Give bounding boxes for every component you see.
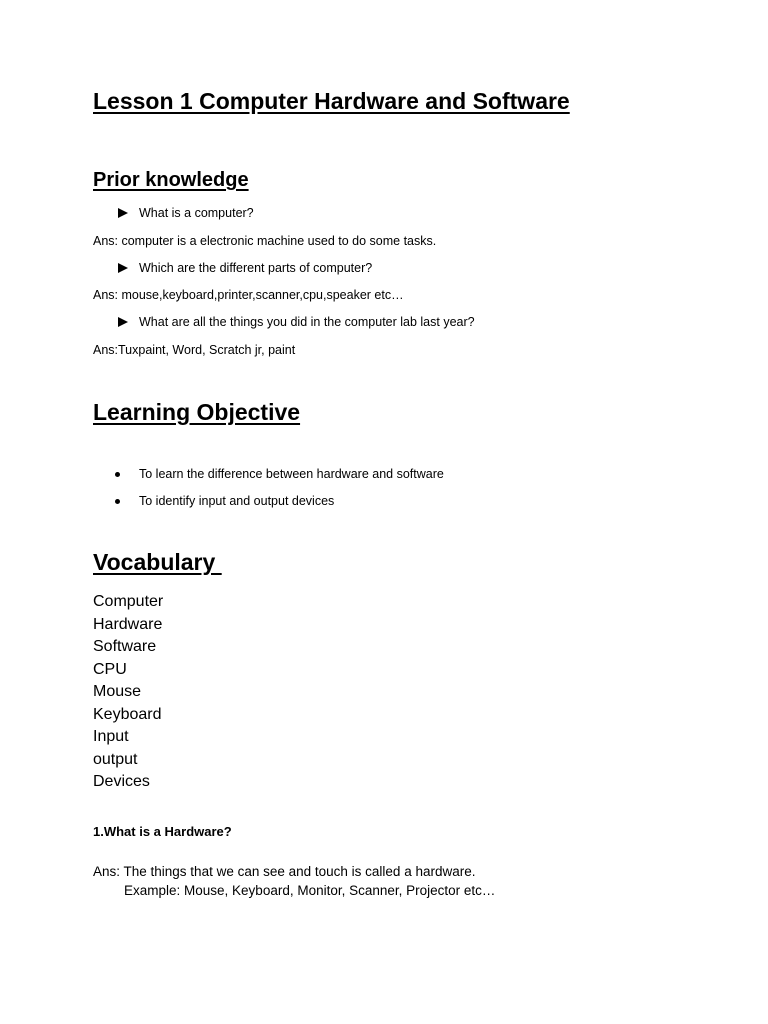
vocabulary-heading: Vocabulary	[93, 549, 222, 575]
prior-question-2	[118, 261, 372, 275]
vocab-word: Computer	[93, 593, 164, 610]
vocab-word: Input	[93, 728, 129, 745]
bullet-dot-icon	[115, 472, 120, 477]
vocab-word: Devices	[93, 773, 150, 790]
vocab-word: Mouse	[93, 683, 142, 700]
learning-objective-heading: Learning Objective	[93, 399, 301, 425]
hardware-answer: Ans: The things that we can see and touch is called a hardware.	[93, 864, 476, 879]
vocab-word: Software	[93, 638, 157, 655]
arrow-bullet-icon	[118, 208, 128, 218]
arrow-bullet-icon	[118, 317, 128, 327]
prior-answer-2: Ans: mouse,keyboard,printer,scanner,cpu,speaker etc…	[93, 288, 404, 302]
question-text: What is a computer?	[139, 206, 254, 220]
hardware-question: 1.What is a Hardware?	[93, 824, 232, 839]
objective-item-2	[115, 494, 334, 508]
prior-question-3	[118, 315, 475, 329]
lesson-title: Lesson 1 Computer Hardware and Software	[93, 88, 570, 114]
prior-answer-1: Ans: computer is a electronic machine used to do some tasks.	[93, 234, 437, 248]
arrow-bullet-icon	[118, 263, 128, 273]
hardware-example: Example: Mouse, Keyboard, Monitor, Scanner, Projector etc…	[124, 883, 496, 898]
prior-knowledge-heading: Prior knowledge	[93, 169, 249, 191]
vocab-word: CPU	[93, 660, 127, 678]
question-text: Which are the different parts of computer?	[139, 261, 373, 275]
vocab-word: Hardware	[93, 615, 163, 633]
objective-text: To identify input and output devices	[139, 494, 335, 508]
prior-answer-3: Ans:Tuxpaint, Word, Scratch jr, paint	[93, 343, 296, 357]
bullet-dot-icon	[115, 499, 120, 504]
vocabulary-list	[93, 591, 163, 794]
vocab-word: Keyboard	[93, 705, 162, 723]
vocab-word: output	[93, 750, 138, 768]
objective-item-1	[115, 467, 444, 481]
question-text: What are all the things you did in the computer lab last year?	[139, 315, 475, 329]
prior-question-1	[118, 206, 254, 220]
objective-text: To learn the difference between hardware and software	[139, 467, 444, 481]
